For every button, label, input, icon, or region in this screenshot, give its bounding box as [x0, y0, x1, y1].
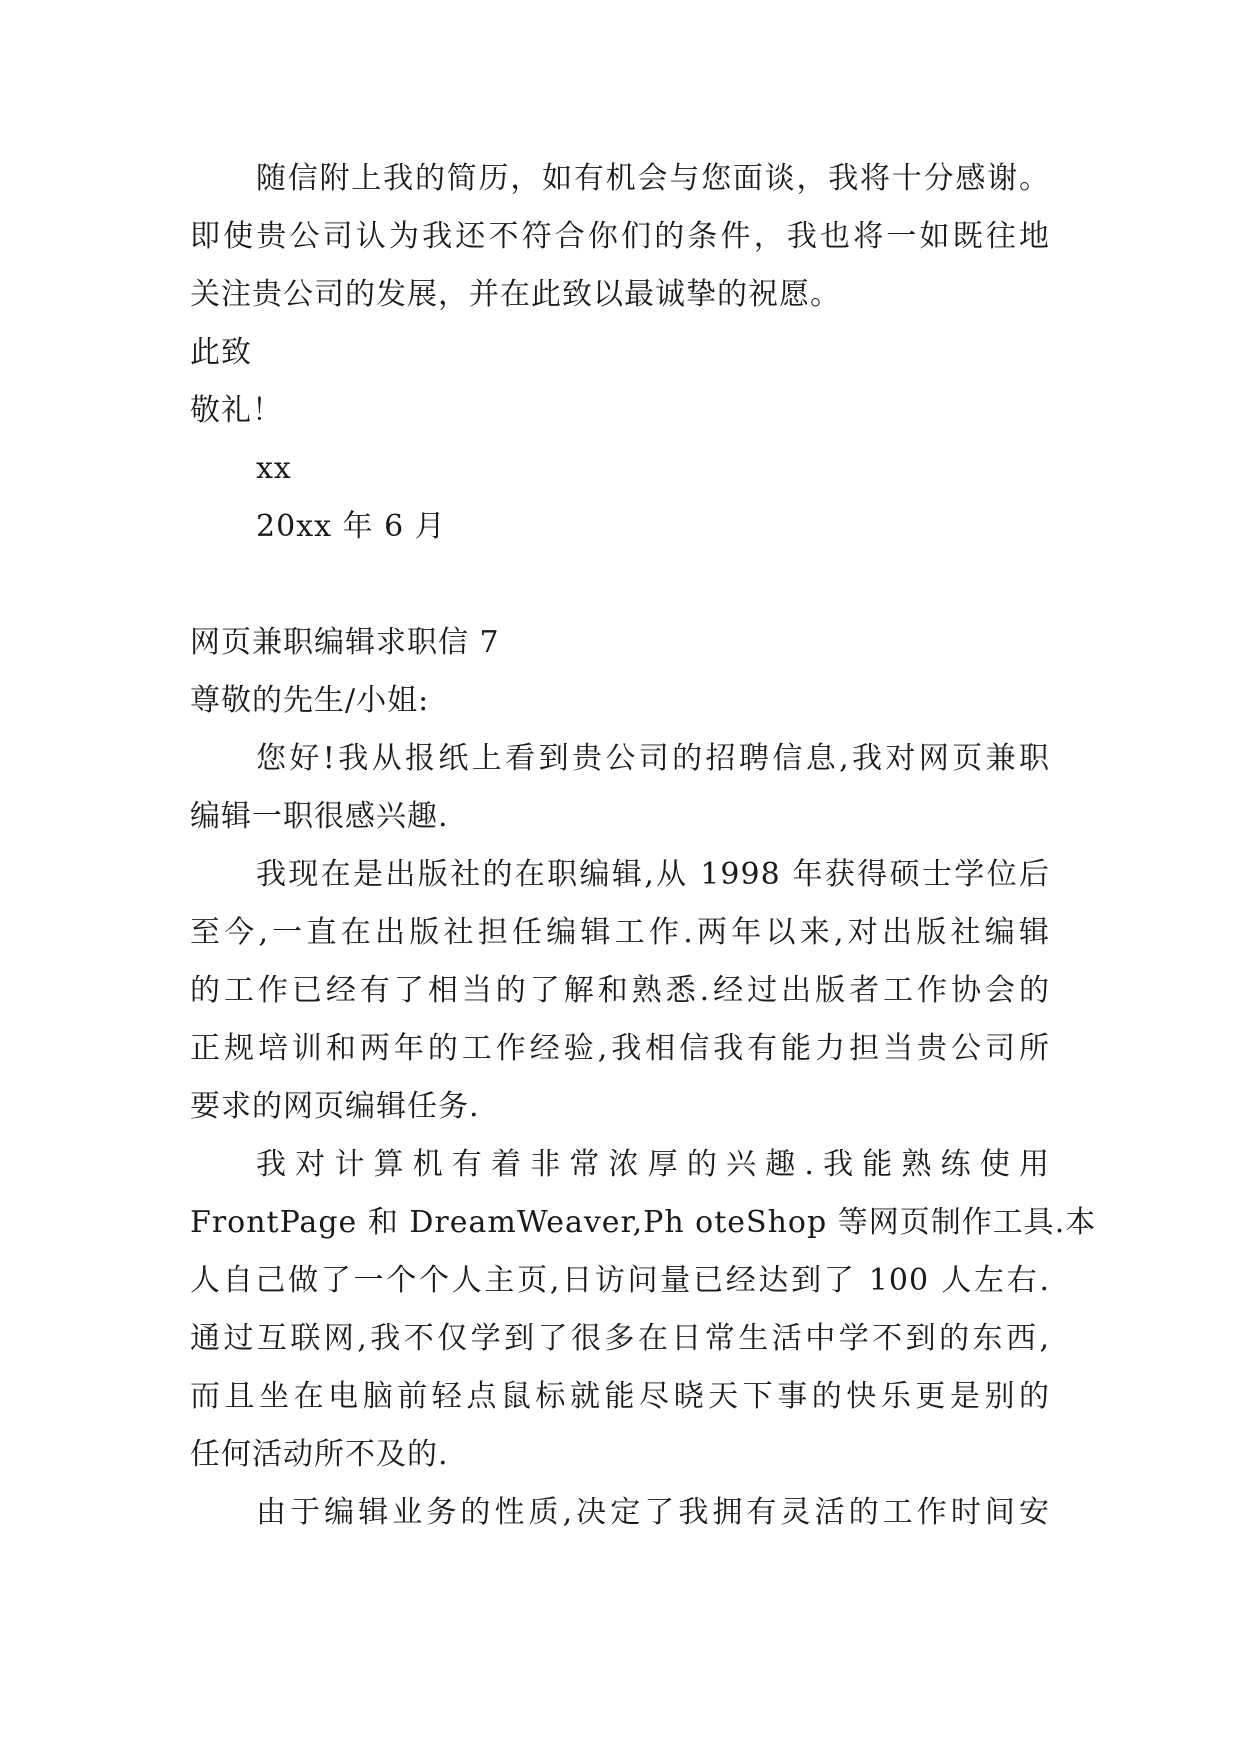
paragraph-3-line-1: 我对计算机有着非常浓厚的兴趣.我能熟练使用: [256, 1147, 1050, 1182]
paragraph-2-line-2: 至今,一直在出版社担任编辑工作.两年以来,对出版社编辑: [190, 915, 1050, 950]
closing-paragraph-line-1: 随信附上我的简历，如有机会与您面谈，我将十分感谢。: [256, 161, 1050, 196]
letter-greeting: 尊敬的先生/小姐:: [190, 683, 430, 718]
paragraph-3-line-6: 任何活动所不及的.: [190, 1437, 449, 1472]
section-spacer: [190, 556, 1050, 614]
signature: xx: [256, 451, 292, 486]
paragraph-1-line-1: 您好!我从报纸上看到贵公司的招聘信息,我对网页兼职: [256, 741, 1050, 776]
paragraph-3-line-4: 通过互联网,我不仅学到了很多在日常生活中学不到的东西,: [190, 1321, 1050, 1356]
paragraph-3-line-5: 而且坐在电脑前轻点鼠标就能尽晓天下事的快乐更是别的: [190, 1379, 1050, 1414]
letter-title: 网页兼职编辑求职信 7: [190, 625, 500, 660]
letter-date: 20xx 年 6 月: [256, 509, 446, 544]
paragraph-1-line-2: 编辑一职很感兴趣.: [190, 799, 449, 834]
paragraph-2-line-3: 的工作已经有了相当的了解和熟悉.经过出版者工作协会的: [190, 973, 1050, 1008]
paragraph-3-line-3: 人自己做了一个个人主页,日访问量已经达到了 100 人左右.: [190, 1263, 1050, 1298]
paragraph-3-line-2: FrontPage 和 DreamWeaver,Ph oteShop 等网页制作工具.本: [190, 1205, 1097, 1240]
closing-paragraph-line-2: 即使贵公司认为我还不符合你们的条件，我也将一如既往地: [190, 219, 1050, 254]
paragraph-4-line-1: 由于编辑业务的性质,决定了我拥有灵活的工作时间安: [256, 1495, 1050, 1530]
closing-paragraph-line-3: 关注贵公司的发展，并在此致以最诚挚的祝愿。: [190, 277, 841, 312]
document-body: [190, 150, 1097, 1542]
paragraph-2-line-1: 我现在是出版社的在职编辑,从 1998 年获得硕士学位后: [256, 857, 1050, 892]
salutation-ci-zhi: 此致: [190, 335, 252, 370]
salutation-jing-li: 敬礼！: [190, 393, 283, 428]
paragraph-2-line-4: 正规培训和两年的工作经验,我相信我有能力担当贵公司所: [190, 1031, 1050, 1066]
paragraph-2-line-5: 要求的网页编辑任务.: [190, 1089, 480, 1124]
